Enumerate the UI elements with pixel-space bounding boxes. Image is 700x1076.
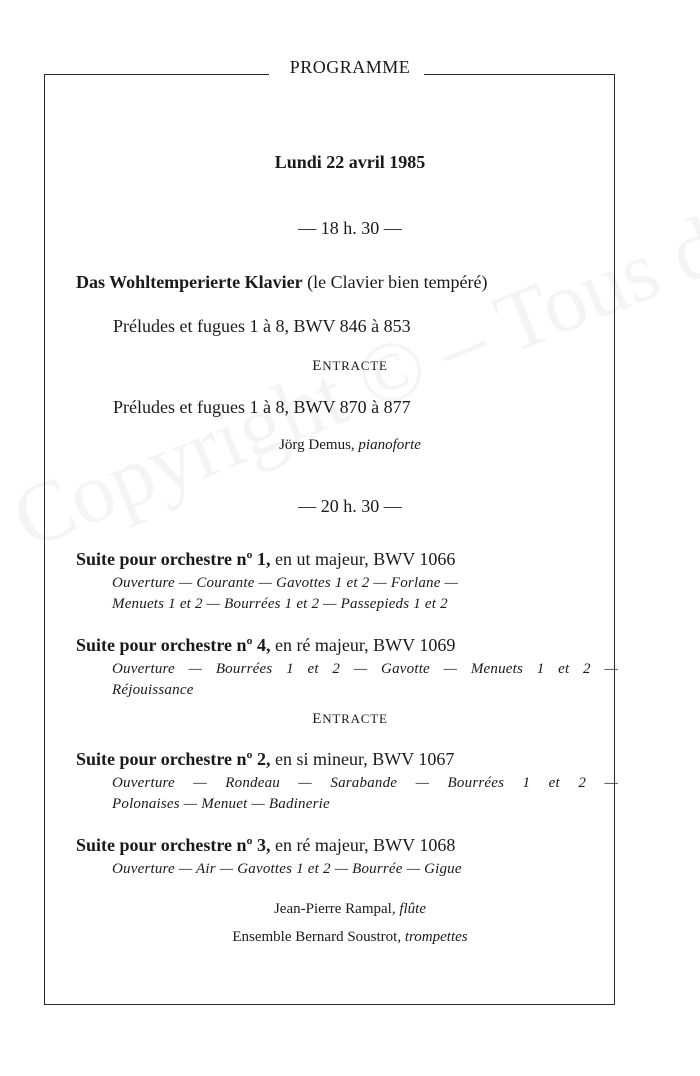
suite2-heading [76, 749, 454, 770]
work-wtk-title [76, 272, 488, 293]
intermission-2-initial: E [312, 711, 323, 727]
wtk-part1: Préludes et fugues 1 à 8, BWV 846 à 853 [113, 316, 411, 336]
suite4-movements-line2: Réjouissance [112, 682, 194, 698]
intermission-1-initial: E [312, 358, 323, 374]
performer-rampal-name: Jean-Pierre Rampal, [273, 901, 396, 917]
suite3-detail: en ré majeur, BWV 1068 [274, 835, 456, 855]
performer-rampal [0, 901, 700, 918]
intermission-1 [0, 358, 700, 375]
performer-demus-instrument: pianoforte [358, 437, 421, 453]
intermission-2-rest: NTRACTE [322, 711, 388, 726]
programme-heading: PROGRAMME [289, 57, 411, 77]
suite2-movements-line2: Polonaises — Menuet — Badinerie [112, 796, 330, 812]
suite2-detail: en si mineur, BWV 1067 [274, 749, 455, 769]
performer-soustrot-instrument: trompettes [404, 929, 468, 945]
performer-soustrot [0, 929, 700, 946]
concert-date: Lundi 22 avril 1985 [274, 152, 426, 172]
session2-time: — 20 h. 30 — [298, 496, 402, 516]
suite1-movements-line1: Ouverture — Courante — Gavottes 1 et 2 — Forlane — [112, 575, 459, 591]
suite1-title: Suite pour orchestre nº 1, [76, 549, 271, 569]
suite4-movements-line1: Ouverture — Bourrées 1 et 2 — Gavotte — Menuets 1 et 2 — [112, 661, 618, 677]
intermission-2 [0, 711, 700, 728]
suite2-movements-line1: Ouverture — Rondeau — Sarabande — Bourrées 1 et 2 — [112, 775, 618, 791]
performer-rampal-instrument: flûte [399, 901, 427, 917]
performer-soustrot-name: Ensemble Bernard Soustrot, [232, 929, 402, 945]
suite4-heading [76, 635, 455, 656]
performer-demus-name: Jörg Demus, [279, 437, 355, 453]
work-wtk-name: Das Wohltemperierte Klavier [76, 272, 303, 292]
performer-demus [0, 437, 700, 454]
suite2-title: Suite pour orchestre nº 2, [76, 749, 271, 769]
suite1-detail: en ut majeur, BWV 1066 [274, 549, 456, 569]
wtk-part2: Préludes et fugues 1 à 8, BWV 870 à 877 [113, 397, 411, 417]
suite4-title: Suite pour orchestre nº 4, [76, 635, 271, 655]
suite3-title: Suite pour orchestre nº 3, [76, 835, 271, 855]
suite3-movements-line1: Ouverture — Air — Gavottes 1 et 2 — Bourrée — Gigue [112, 861, 462, 877]
session1-time: — 18 h. 30 — [298, 218, 402, 238]
suite4-detail: en ré majeur, BWV 1069 [274, 635, 456, 655]
intermission-1-rest: NTRACTE [322, 358, 388, 373]
suite1-movements-line2: Menuets 1 et 2 — Bourrées 1 et 2 — Passepieds 1 et 2 [112, 596, 448, 612]
suite1-heading [76, 549, 455, 570]
suite3-heading [76, 835, 455, 856]
work-wtk-subtitle: (le Clavier bien tempéré) [307, 272, 488, 292]
